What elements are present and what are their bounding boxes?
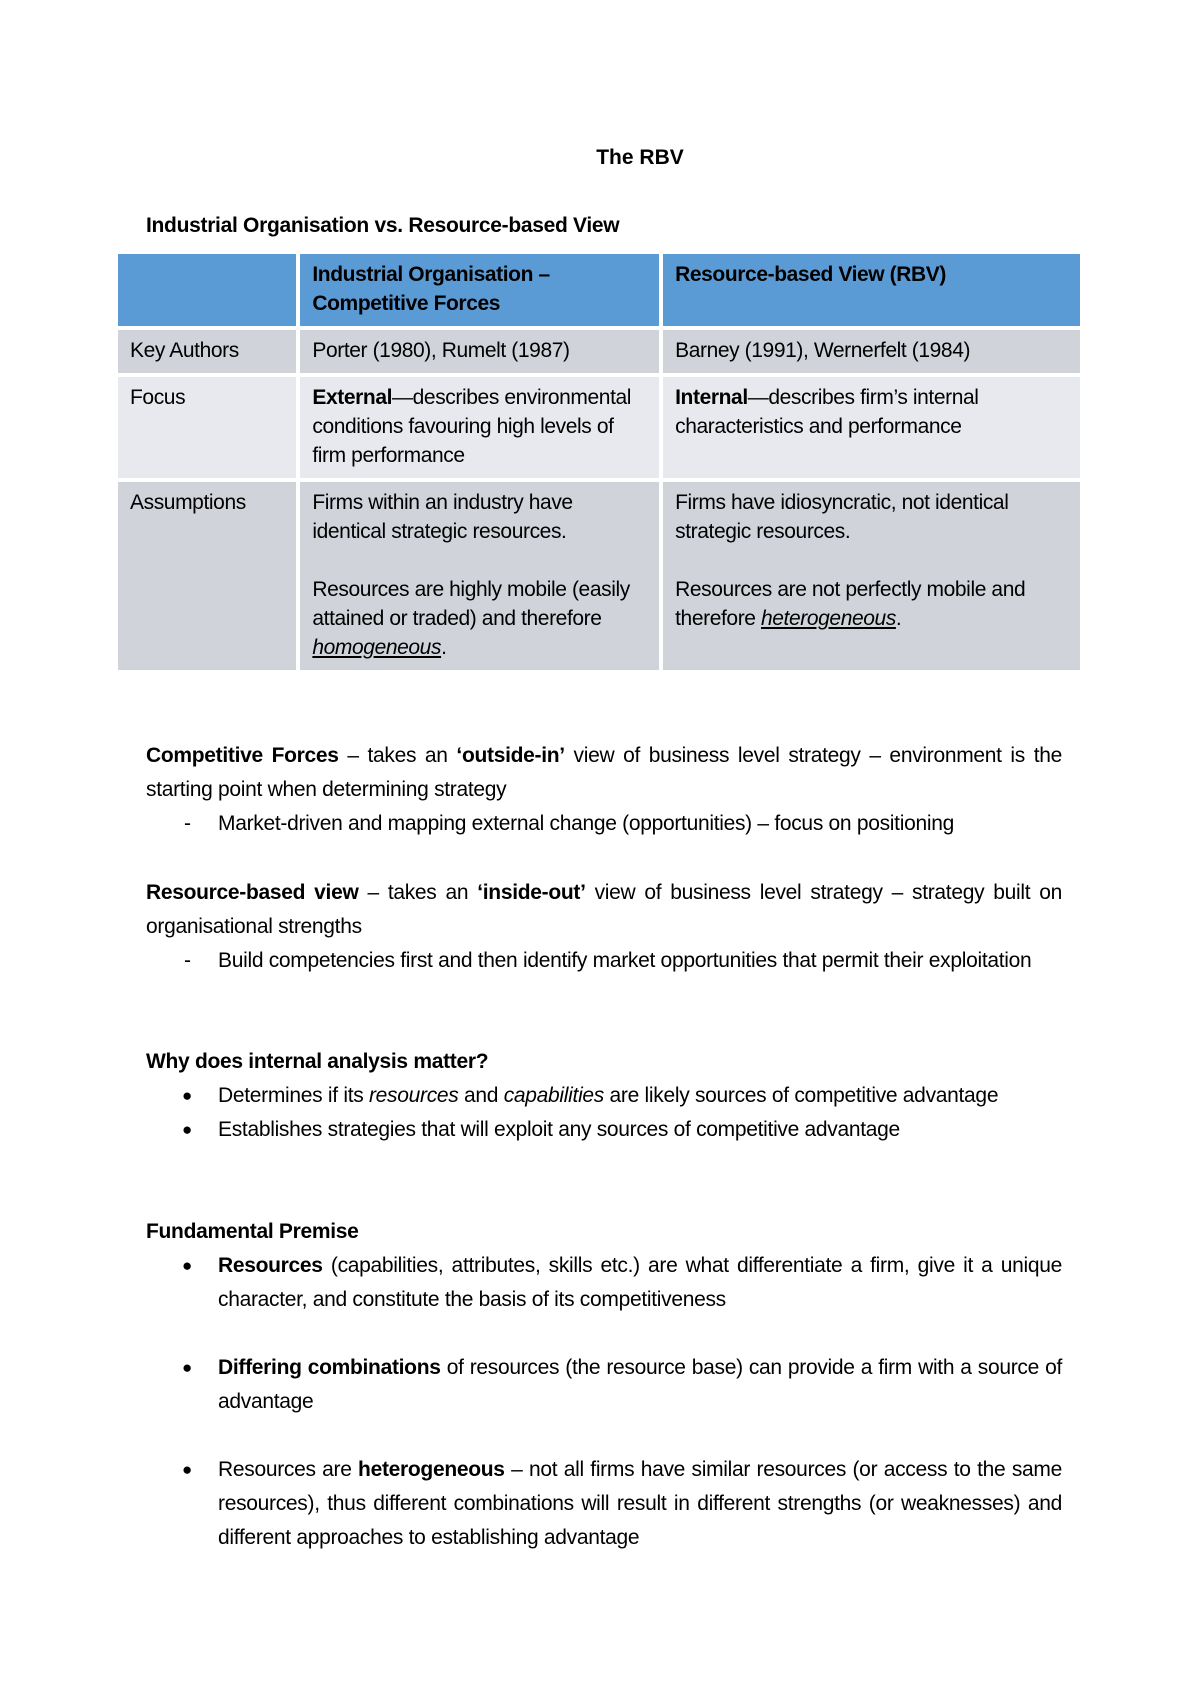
list-item <box>146 1079 1062 1113</box>
header-cell-io: Industrial Organisation – Competitive Forces <box>300 254 659 326</box>
resources-term: resources <box>368 1084 459 1107</box>
list-item-text: Build competencies first and then identify market opportunities that permit their exploitation <box>218 949 1032 972</box>
competitive-forces-term: Competitive Forces <box>146 744 339 767</box>
io-assumption-2-text: Resources are highly mobile (easily attained or traded) and therefore <box>312 578 630 630</box>
header-cell-empty <box>118 254 296 326</box>
section-resource-based-view <box>146 876 1062 978</box>
list-item-text: Market-driven and mapping external change (opportunities) – focus on positioning <box>218 812 954 835</box>
resource-based-term: Resource-based view <box>146 881 359 904</box>
section-competitive-forces <box>146 739 1062 841</box>
list-item <box>146 1351 1062 1419</box>
cell-io-assumptions <box>300 482 659 670</box>
resource-based-text-a: – takes an <box>358 881 478 904</box>
dash-marker: - <box>184 812 191 835</box>
competitive-forces-paragraph <box>146 739 1062 807</box>
resource-based-text-b: view of business level strategy – strategy built on organisational strengths <box>146 881 1063 938</box>
list-item <box>146 944 1062 978</box>
list-item-text: Establishes strategies that will exploit any sources of competitive advantage <box>218 1118 900 1141</box>
rbv-assumption-1: Firms have idiosyncratic, not identical strategic resources. <box>675 491 1009 543</box>
differing-combinations-term: Differing combinations <box>218 1356 441 1379</box>
section-fundamental-premise <box>146 1215 1062 1555</box>
bullet-marker: ● <box>182 1086 192 1105</box>
section-heading: Why does internal analysis matter? <box>146 1050 489 1073</box>
list-item-text: of resources (the resource base) can provide a firm with a source of advantage <box>218 1356 1062 1413</box>
outside-in-quote: ‘outside-in’ <box>456 744 565 767</box>
cell-rbv-authors: Barney (1991), Wernerfelt (1984) <box>663 330 1080 373</box>
cell-rbv-assumptions <box>663 482 1080 670</box>
list-item-text: and <box>458 1084 504 1107</box>
cell-rbv-focus <box>663 377 1080 478</box>
io-assumption-2 <box>312 575 647 662</box>
bullet-marker: ● <box>182 1460 192 1479</box>
competitive-forces-text-b: view of business level strategy – environment is the starting point when determining strategy <box>146 744 1062 801</box>
cell-io-focus <box>300 377 659 478</box>
rbv-assumption-2 <box>675 575 1068 633</box>
list-item <box>146 807 1062 841</box>
rbv-focus-text: —describes firm’s internal characteristics and performance <box>675 386 979 438</box>
rbv-assumption-2-text: Resources are not perfectly mobile and therefore <box>675 578 1026 630</box>
capabilities-term: capabilities <box>503 1084 605 1107</box>
section-heading: Fundamental Premise <box>146 1220 359 1243</box>
comparison-table <box>114 250 1084 674</box>
document-title: The RBV <box>596 146 684 169</box>
header-cell-rbv: Resource-based View (RBV) <box>663 254 1080 326</box>
list-item-text: Resources are <box>218 1458 359 1481</box>
row-label: Focus <box>118 377 296 478</box>
list-item <box>146 1113 1062 1147</box>
table-row-focus <box>118 377 1080 478</box>
list-item <box>146 1249 1062 1317</box>
list-item-text: (capabilities, attributes, skills etc.) are what differentiate a firm, give it a unique character, and constitute the basis of its competitiveness <box>218 1254 1062 1311</box>
bullet-marker: ● <box>182 1256 192 1275</box>
inside-out-quote: ‘inside-out’ <box>477 881 586 904</box>
io-assumption-2-term: homogeneous <box>312 636 442 659</box>
row-label: Assumptions <box>118 482 296 670</box>
cell-io-authors: Porter (1980), Rumelt (1987) <box>300 330 659 373</box>
list-item-text: – not all firms have similar resources (or access to the same resources), thus different combinations will result in different strengths (or weaknesses) and different approaches to establishing advantage <box>218 1458 1062 1549</box>
list-item <box>146 1453 1062 1555</box>
rbv-focus-term: Internal <box>675 386 748 409</box>
bullet-marker: ● <box>182 1120 192 1139</box>
table-caption: Industrial Organisation vs. Resource-based View <box>146 214 620 237</box>
table-row-key-authors <box>118 330 1080 373</box>
table-header-row <box>118 254 1080 326</box>
heterogeneous-term: heterogeneous <box>358 1458 505 1481</box>
competitive-forces-text-a: – takes an <box>338 744 457 767</box>
list-item-text: are likely sources of competitive advantage <box>604 1084 999 1107</box>
io-focus-text: —describes environmental conditions favouring high levels of firm performance <box>312 386 632 467</box>
row-label: Key Authors <box>118 330 296 373</box>
io-assumption-2-end: . <box>441 636 447 659</box>
rbv-assumption-2-end: . <box>895 607 902 630</box>
list-item-text: Determines if its <box>218 1084 369 1107</box>
section-internal-analysis <box>146 1045 1062 1147</box>
io-assumption-1: Firms within an industry have identical strategic resources. <box>312 491 573 543</box>
resource-based-paragraph <box>146 876 1062 944</box>
io-focus-term: External <box>312 386 393 409</box>
resources-bold-term: Resources <box>218 1254 323 1277</box>
bullet-marker: ● <box>182 1358 192 1377</box>
dash-marker: - <box>184 949 191 972</box>
table-row-assumptions <box>118 482 1080 670</box>
rbv-assumption-2-term: heterogeneous <box>761 607 896 630</box>
